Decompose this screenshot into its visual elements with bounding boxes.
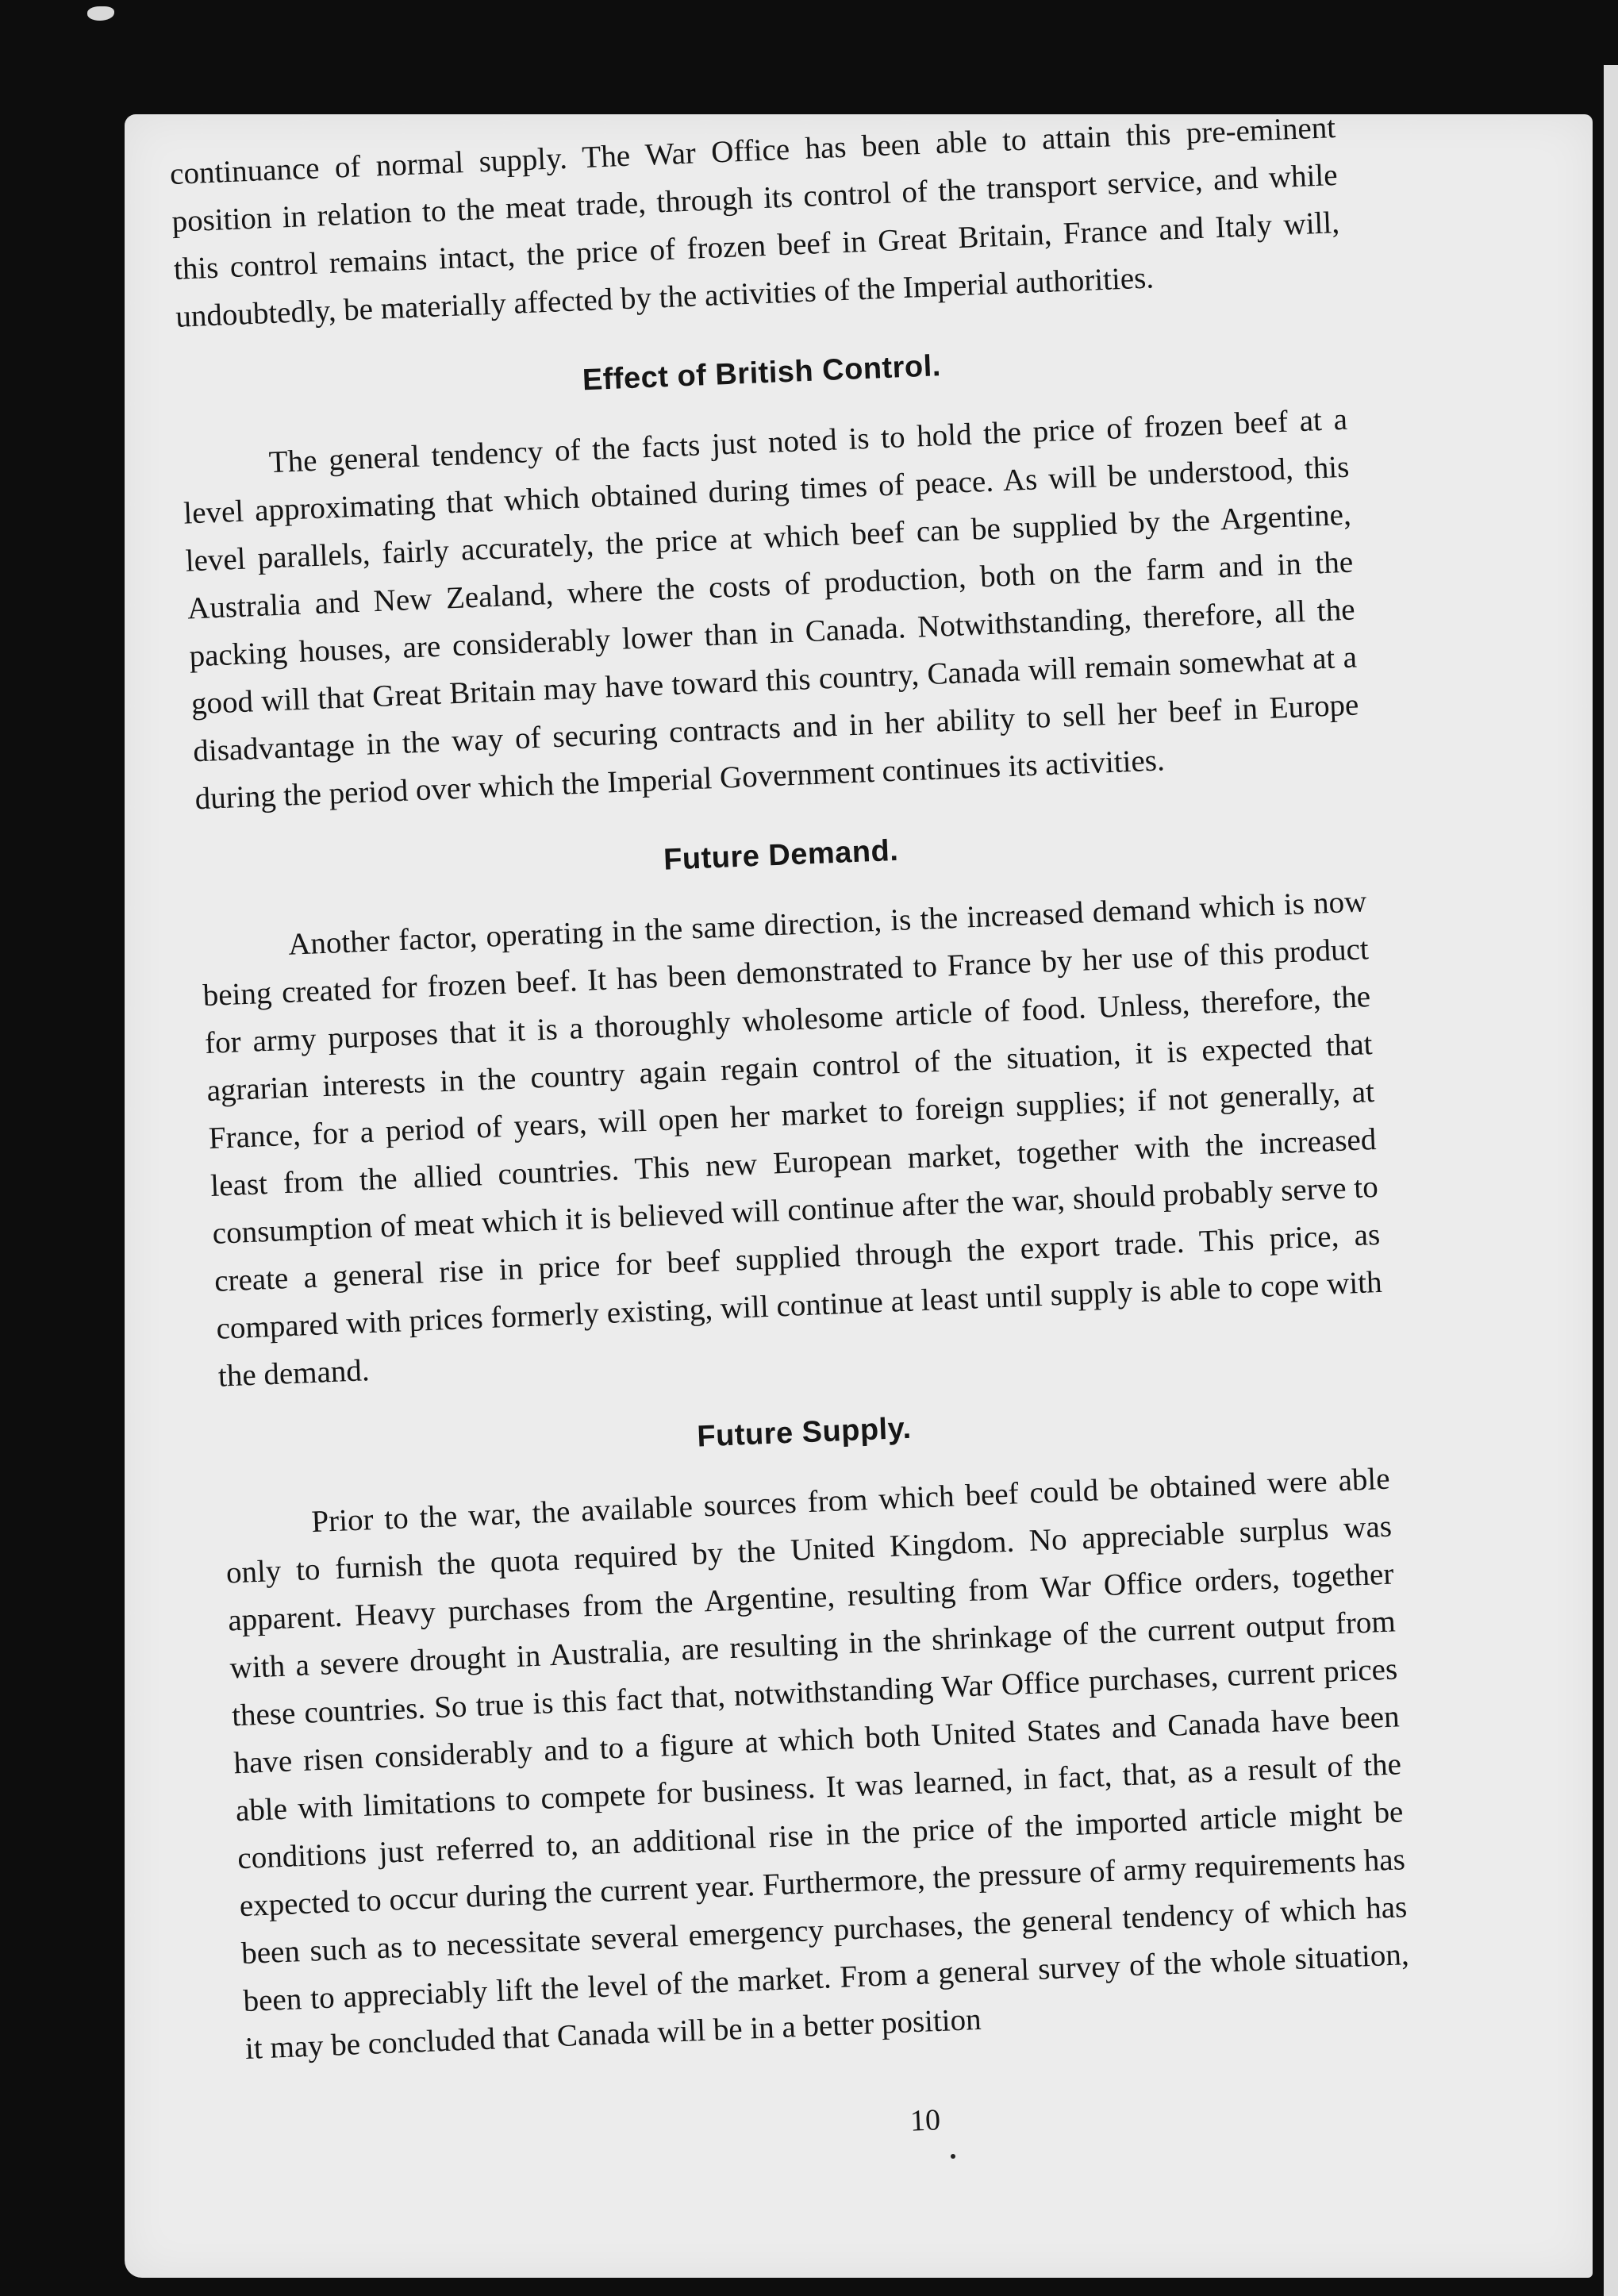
paragraph-prior-to-the-war: Prior to the war, the available sources from which beef could be obtained were able only to furnish the quota required by the United Kingdom. No appreciable surplus was apparent. Heavy purchases from the Argentine, resulting from War Office orders, together with a severe drought in Australia, are resulting in the shrinkage of the current output from these countries. So true is this fact that, notwithstanding War Office purchases, current prices have risen considerably and to a figure at which both United States and Canada have been able with limitations to compete for business. It was learned, in fact, that, as a result of the conditions just referred to, an additional rise in the price of the imported article might be expected to occur during the current year. Furthermore, the pressure of army requirements has been such as to necessitate several emergency purchases, the general tendency of which has been to appreciably lift the level of the market. From a general survey of the whole situation, it may be concluded that Canada will be in a better position xyxy=(225,1461,1410,2067)
scan-dot xyxy=(951,2154,955,2159)
paragraph-another-factor: Another factor, operating in the same direction, is the increased demand which is now being created for frozen beef. It has been demonstrated to France by her use of this product for army purposes that it is a thoroughly wholesome article of food. Unless, therefore, the agrarian interests in the country again regain control of the situation, it is expected that France, for a period of years, will open her market to foreign supplies; if not generally, at least from the allied countries. This new European market, together with the increased consumption of meat which it is believed will continue after the war, should probably serve to create a general rise in price for beef supplied through the export trade. This price, as compared with prices formerly existing, will continue at least until supply is able to cope with the demand. xyxy=(202,884,1383,1394)
paragraph-continuance: continuance of normal supply. The War Office has been able to attain this pre-eminent position in relation to the meat trade, through its control of the transport service, and while this control remains intact, the price of frozen beef in Great Britain, France and Italy will, undoubtedly, be materially affected by the activities of the Imperial authorities. xyxy=(169,110,1340,334)
adjacent-page-edge xyxy=(1604,65,1618,2296)
paragraph-general-tendency: The general tendency of the facts just noted is to hold the price of frozen beef at a level approximating that which obtained during times of peace. As will be understood, this level parallels, fairly accurately, the price at which beef can be supplied by the Argentine, Australia and New Zealand, where the costs of production, both on the farm and in the packing houses, are considerably lower than in Canada. Notwithstanding, therefore, all the good will that Great Britain may have toward this country, Canada will remain somewhat at a disadvantage in the way of securing contracts and in her ability to sell her beef in Europe during the period over which the Imperial Government continues its activities. xyxy=(183,402,1360,817)
heading-future-supply: Future Supply. xyxy=(696,1411,913,1454)
page-number: 10 xyxy=(909,2103,941,2138)
heading-future-demand: Future Demand. xyxy=(663,833,900,877)
heading-effect-of-british-control: Effect of British Control. xyxy=(582,349,942,398)
scan-artifact xyxy=(87,6,114,21)
page-text xyxy=(169,104,1412,2073)
